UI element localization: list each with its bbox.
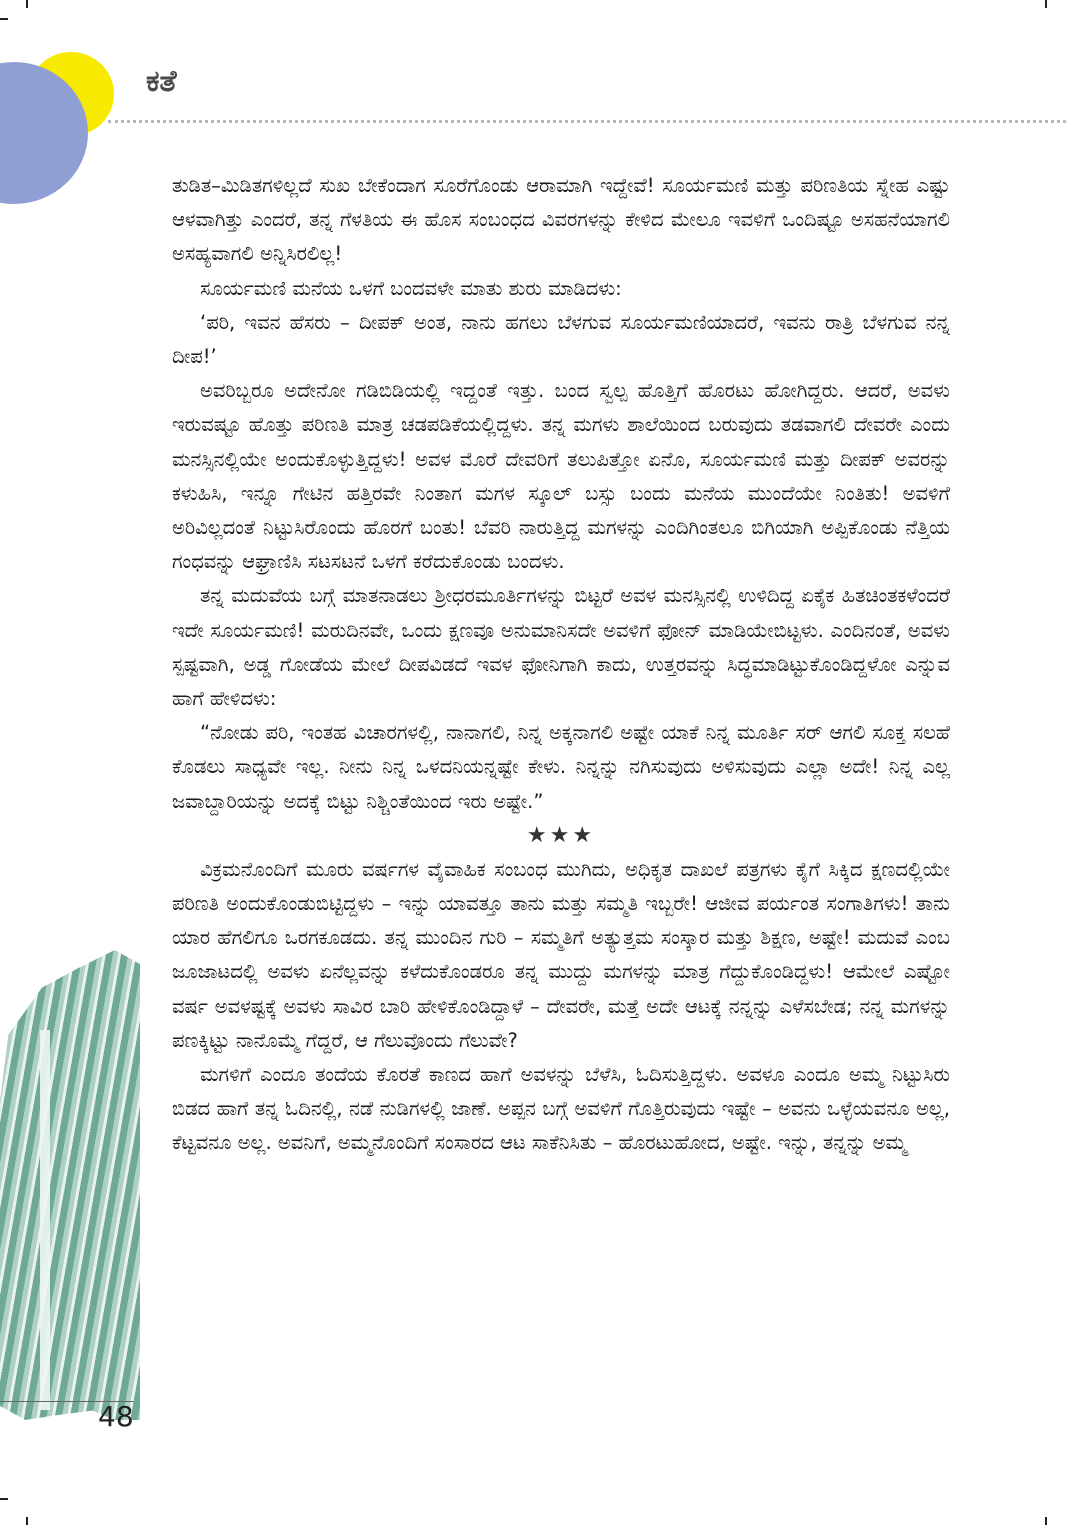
paragraph: “ನೋಡು ಪರಿ, ಇಂತಹ ವಿಚಾರಗಳಲ್ಲಿ, ನಾನಾಗಲಿ, ನಿನ್ನ ಅಕ್ಕನಾಗಲಿ ಅಷ್ಟೇ ಯಾಕೆ ನಿನ್ನ ಮೂರ್ತಿ ಸರ್ ಆಗಲಿ ಸೂಕ್ತ ಸಲಹೆ ಕೊಡಲು ಸಾಧ್ಯವೇ ಇಲ್ಲ. ನೀನು ನಿನ್ನ ಒಳದನಿಯನ್ನಷ್ಟೇ ಕೇಳು. ನಿನ್ನನ್ನು ನಗಿಸುವುದು ಅಳಿಸುವುದು ಎಲ್ಲಾ ಅದೇ! ನಿನ್ನ ಎಲ್ಲ ಜವಾಬ್ದಾರಿಯನ್ನು ಅದಕ್ಕೆ ಬಿಟ್ಟು ನಿಶ್ಚಿಂತೆಯಿಂದ ಇರು ಅಷ್ಟೇ.” xyxy=(172,721,950,813)
brush-stroke-gap xyxy=(40,1030,50,1410)
page-number: 48 xyxy=(98,1400,134,1433)
brush-stroke-decoration xyxy=(0,950,140,1420)
crop-mark xyxy=(26,0,28,8)
paragraph: ‘ಪರಿ, ಇವನ ಹೆಸರು – ದೀಪಕ್ ಅಂತ, ನಾನು ಹಗಲು ಬೆಳಗುವ ಸೂರ್ಯಮಣಿಯಾದರೆ, ಇವನು ರಾತ್ರಿ ಬೆಳಗುವ ನನ್ನ ದೀಪ!’ xyxy=(172,310,950,369)
paragraph: ತನ್ನ ಮದುವೆಯ ಬಗ್ಗೆ ಮಾತನಾಡಲು ಶ್ರೀಧರಮೂರ್ತಿಗಳನ್ನು ಬಿಟ್ಟರೆ ಅವಳ ಮನಸ್ಸಿನಲ್ಲಿ ಉಳಿದಿದ್ದ ಏಕೈಕ ಹಿತಚಿಂತಕಳೆಂದರೆ ಇದೇ ಸೂರ್ಯಮಣಿ! ಮರುದಿನವೇ, ಒಂದು ಕ್ಷಣವೂ ಅನುಮಾನಿಸದೇ ಅವಳಿಗೆ ಫೋನ್ ಮಾಡಿಯೇಬಿಟ್ಟಳು. ಎಂದಿನಂತೆ, ಅವಳು ಸ್ಪಷ್ಟವಾಗಿ, ಅಡ್ಡ ಗೋಡೆಯ ಮೇಲೆ ದೀಪವಿಡದೆ ಇವಳ ಫೋನಿಗಾಗಿ ಕಾದು, ಉತ್ತರವನ್ನು ಸಿದ್ಧಮಾಡಿಟ್ಟುಕೊಂಡಿದ್ದಳೋ ಎನ್ನುವ ಹಾಗೆ ಹೇಳಿದಳು: xyxy=(172,584,950,711)
story-body xyxy=(172,169,950,1161)
paragraph: ತುಡಿತ–ಮಿಡಿತಗಳಿಲ್ಲದೆ ಸುಖ ಬೇಕೆಂದಾಗ ಸೂರೆಗೊಂಡು ಆರಾಮಾಗಿ ಇದ್ದೇವೆ! ಸೂರ್ಯಮಣಿ ಮತ್ತು ಪರಿಣತಿಯ ಸ್ನೇಹ ಎಷ್ಟು ಆಳವಾಗಿತ್ತು ಎಂದರೆ, ತನ್ನ ಗೆಳತಿಯ ಈ ಹೊಸ ಸಂಬಂಧದ ವಿವರಗಳನ್ನು ಕೇಳಿದ ಮೇಲೂ ಇವಳಿಗೆ ಒಂದಿಷ್ಟೂ ಅಸಹನೆಯಾಗಲಿ ಅಸಹ್ಯವಾಗಲಿ ಅನ್ನಿಸಿರಲಿಲ್ಲ! xyxy=(172,174,950,266)
paragraph: ಸೂರ್ಯಮಣಿ ಮನೆಯ ಒಳಗೆ ಬಂದವಳೇ ಮಾತು ಶುರು ಮಾಡಿದಳು: xyxy=(200,276,622,300)
paragraph: ಮಗಳಿಗೆ ಎಂದೂ ತಂದೆಯ ಕೊರತೆ ಕಾಣದ ಹಾಗೆ ಅವಳನ್ನು ಬೆಳೆಸಿ, ಓದಿಸುತ್ತಿದ್ದಳು. ಅವಳೂ ಎಂದೂ ಅಮ್ಮ ನಿಟ್ಟುಸಿರು ಬಿಡದ ಹಾಗೆ ತನ್ನ ಓದಿನಲ್ಲಿ, ನಡೆ ನುಡಿಗಳಲ್ಲಿ ಜಾಣೆ. ಅಪ್ಪನ ಬಗ್ಗೆ ಅವಳಿಗೆ ಗೊತ್ತಿರುವುದು ಇಷ್ಟೇ – ಅವನು ಒಳ್ಳೆಯವನೂ ಅಲ್ಲ, ಕೆಟ್ಟವನೂ ಅಲ್ಲ. ಅವನಿಗೆ, ಅಮ್ಮನೊಂದಿಗೆ ಸಂಸಾರದ ಆಟ ಸಾಕೆನಿಸಿತು – ಹೊರಟುಹೋದ, ಅಷ್ಟೇ. ಇನ್ನು, ತನ್ನನ್ನು ಅಮ್ಮ xyxy=(172,1063,950,1155)
crop-mark xyxy=(0,1498,8,1500)
paragraph: ಅವರಿಬ್ಬರೂ ಅದೇನೋ ಗಡಿಬಿಡಿಯಲ್ಲಿ ಇದ್ದಂತೆ ಇತ್ತು. ಬಂದ ಸ್ವಲ್ಪ ಹೊತ್ತಿಗೆ ಹೊರಟು ಹೋಗಿದ್ದರು. ಆದರೆ, ಅವಳು ಇರುವಷ್ಟೂ ಹೊತ್ತು ಪರಿಣತಿ ಮಾತ್ರ ಚಡಪಡಿಕೆಯಲ್ಲಿದ್ದಳು. ತನ್ನ ಮಗಳು ಶಾಲೆಯಿಂದ ಬರುವುದು ತಡವಾಗಲಿ ದೇವರೇ ಎಂದು ಮನಸ್ಸಿನಲ್ಲಿಯೇ ಅಂದುಕೊಳ್ಳುತ್ತಿದ್ದಳು! ಅವಳ ಮೊರೆ ದೇವರಿಗೆ ತಲುಪಿತ್ತೋ ಏನೊ, ಸೂರ್ಯಮಣಿ ಮತ್ತು ದೀಪಕ್ ಅವರನ್ನು ಕಳುಹಿಸಿ, ಇನ್ನೂ ಗೇಟಿನ ಹತ್ತಿರವೇ ನಿಂತಾಗ ಮಗಳ ಸ್ಕೂಲ್ ಬಸ್ಸು ಬಂದು ಮನೆಯ ಮುಂದೆಯೇ ನಿಂತಿತು! ಅವಳಿಗೆ ಅರಿವಿಲ್ಲದಂತೆ ನಿಟ್ಟುಸಿರೊಂದು ಹೊರಗೆ ಬಂತು! ಬೆವರಿ ನಾರುತ್ತಿದ್ದ ಮಗಳನ್ನು ಎಂದಿಗಿಂತಲೂ ಬಿಗಿಯಾಗಿ ಅಪ್ಪಿಕೊಂಡು ನೆತ್ತಿಯ ಗಂಧವನ್ನು ಆಘ್ರಾಣಿಸಿ ಸಟಸಟನೆ ಒಳಗೆ ಕರೆದುಕೊಂಡು ಬಂದಳು. xyxy=(172,379,950,574)
crop-mark xyxy=(26,1517,28,1525)
crop-mark xyxy=(1045,0,1047,8)
section-title: ಕತೆ xyxy=(146,64,177,99)
crop-mark xyxy=(1045,1517,1047,1525)
section-separator-stars: ★★★ xyxy=(526,822,596,848)
header-dotted-rule xyxy=(108,120,1066,123)
paragraph: ವಿಕ್ರಮನೊಂದಿಗೆ ಮೂರು ವರ್ಷಗಳ ವೈವಾಹಿಕ ಸಂಬಂಧ ಮುಗಿದು, ಅಧಿಕೃತ ದಾಖಲೆ ಪತ್ರಗಳು ಕೈಗೆ ಸಿಕ್ಕಿದ ಕ್ಷಣದಲ್ಲಿಯೇ ಪರಿಣತಿ ಅಂದುಕೊಂಡುಬಿಟ್ಟಿದ್ದಳು – ಇನ್ನು ಯಾವತ್ತೂ ತಾನು ಮತ್ತು ಸಮ್ಮತಿ ಇಬ್ಬರೇ! ಆಜೀವ ಪರ್ಯಂತ ಸಂಗಾತಿಗಳು! ತಾನು ಯಾರ ಹೆಗಲಿಗೂ ಒರಗಕೂಡದು. ತನ್ನ ಮುಂದಿನ ಗುರಿ – ಸಮ್ಮತಿಗೆ ಅತ್ಯುತ್ತಮ ಸಂಸ್ಕಾರ ಮತ್ತು ಶಿಕ್ಷಣ, ಅಷ್ಟೇ! ಮದುವೆ ಎಂಬ ಜೂಜಾಟದಲ್ಲಿ ಅವಳು ಏನೆಲ್ಲವನ್ನು ಕಳೆದುಕೊಂಡರೂ ತನ್ನ ಮುದ್ದು ಮಗಳನ್ನು ಮಾತ್ರ ಗೆದ್ದುಕೊಂಡಿದ್ದಳು! ಆಮೇಲೆ ಎಷ್ಟೋ ವರ್ಷ ಅವಳಷ್ಟಕ್ಕೆ ಅವಳು ಸಾವಿರ ಬಾರಿ ಹೇಳಿಕೊಂಡಿದ್ದಾಳೆ – ದೇವರೇ, ಮತ್ತೆ ಅದೇ ಆಟಕ್ಕೆ ನನ್ನನ್ನು ಎಳೆಸಬೇಡ; ನನ್ನ ಮಗಳನ್ನು ಪಣಕ್ಕಿಟ್ಟು ನಾನೊಮ್ಮೆ ಗೆದ್ದರೆ, ಆ ಗೆಲುವೊಂದು ಗೆಲುವೇ? xyxy=(172,857,950,1052)
crop-mark xyxy=(0,18,8,20)
